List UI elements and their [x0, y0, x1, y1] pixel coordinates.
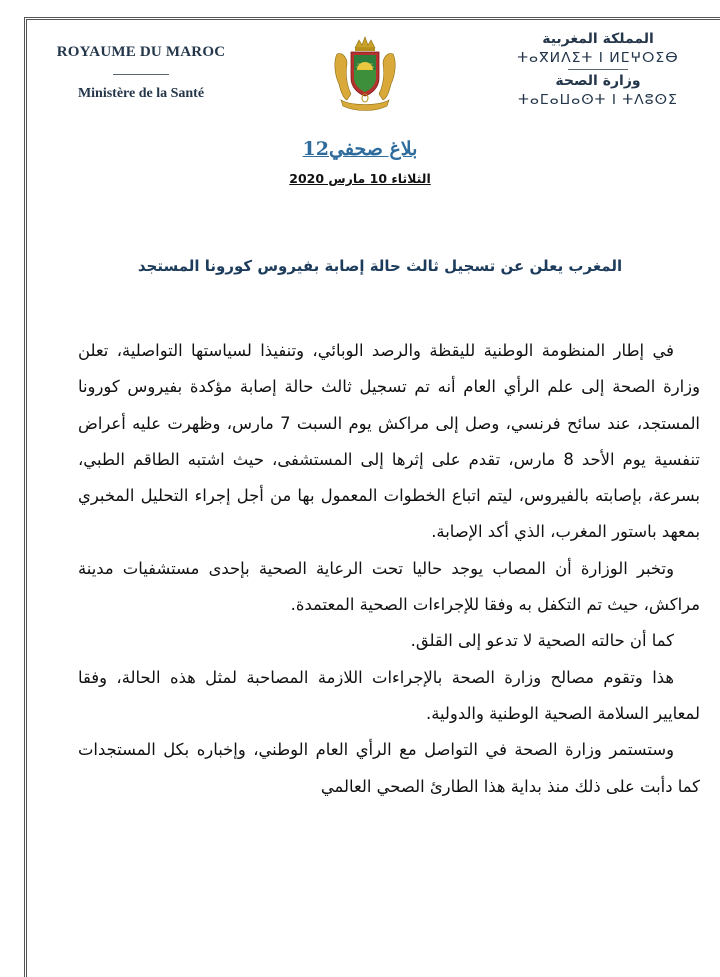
press-release-date-text: الثلاثاء 10 مارس 2020 — [289, 171, 431, 186]
paragraph-case-details: في إطار المنظومة الوطنية لليقظة والرصد الوبائي، وتنفيذا لسياستها التواصلية، تعلن وزارة الصحة إلى علم الرأي العام أنه تم تسجيل ثالث حالة إصابة مؤكدة بفيروس كورونا المستجد، عند سائح فرنسي، وصل إلى مراكش يوم السبت 7 مارس، وظهرت عليه أعراض تنفسية يوم الأحد 8 مارس، تقدم على إثرها إلى المستشفى، حيث اشتبه الطاقم الطبي، بسرعة، بإصابته بالفيروس، ليتم اتباع الخطوات المعمول بها من أجل إجراء التحليل المخبري بمعهد باستور المغرب، الذي أكد الإصابة. — [78, 341, 700, 542]
header-right-arabic-tifinagh — [498, 30, 698, 110]
paragraph-condition: كما أن حالته الصحية لا تدعو إلى القلق. — [410, 631, 674, 651]
ministry-name-arabic: وزارة الصحة — [555, 73, 641, 89]
press-release-body — [78, 333, 700, 805]
press-release-title — [0, 138, 720, 160]
ministry-name-french: Ministère de la Santé — [77, 86, 205, 101]
kingdom-name-arabic: المملكة المغربية — [542, 31, 654, 47]
press-release-date — [0, 168, 720, 187]
header-divider — [113, 74, 169, 75]
paragraph-communication: وستستمر وزارة الصحة في التواصل مع الرأي العام الوطني، وإخباره بكل المستجدات كما دأبت على ذلك منذ بداية هذا الطارئ الصحي العالمي — [78, 740, 700, 796]
header-left-french — [36, 44, 246, 102]
header-divider-right — [568, 69, 628, 70]
headline: المغرب يعلن عن تسجيل ثالث حالة إصابة بفيروس كورونا المستجد — [137, 257, 623, 275]
paragraph-patient-care: وتخبر الوزارة أن المصاب يوجد حاليا تحت الرعاية الصحية بإحدى مستشفيات مدينة مراكش، حيث تم التكفل به وفقا للإجراءات الصحية المعتمدة. — [78, 558, 700, 615]
moroccan-coat-of-arms-icon — [331, 34, 399, 112]
press-release-number: بلاغ صحفي12 — [302, 138, 418, 160]
kingdom-name-tifinagh: ⵜⴰⴳⵍⴷⵉⵜ ⵏ ⵍⵎⵖⵔⵉⴱ — [517, 50, 679, 66]
paragraph-measures: هذا وتقوم مصالح وزارة الصحة بالإجراءات اللازمة المصاحبة لمثل هذه الحالة، وفقا لمعايير السلامة الصحية الوطنية والدولية. — [78, 667, 700, 723]
kingdom-name-french: ROYAUME DU MAROC — [56, 44, 226, 60]
ministry-name-tifinagh: ⵜⴰⵎⴰⵡⴰⵙⵜ ⵏ ⵜⴷⵓⵙⵉ — [518, 92, 678, 108]
